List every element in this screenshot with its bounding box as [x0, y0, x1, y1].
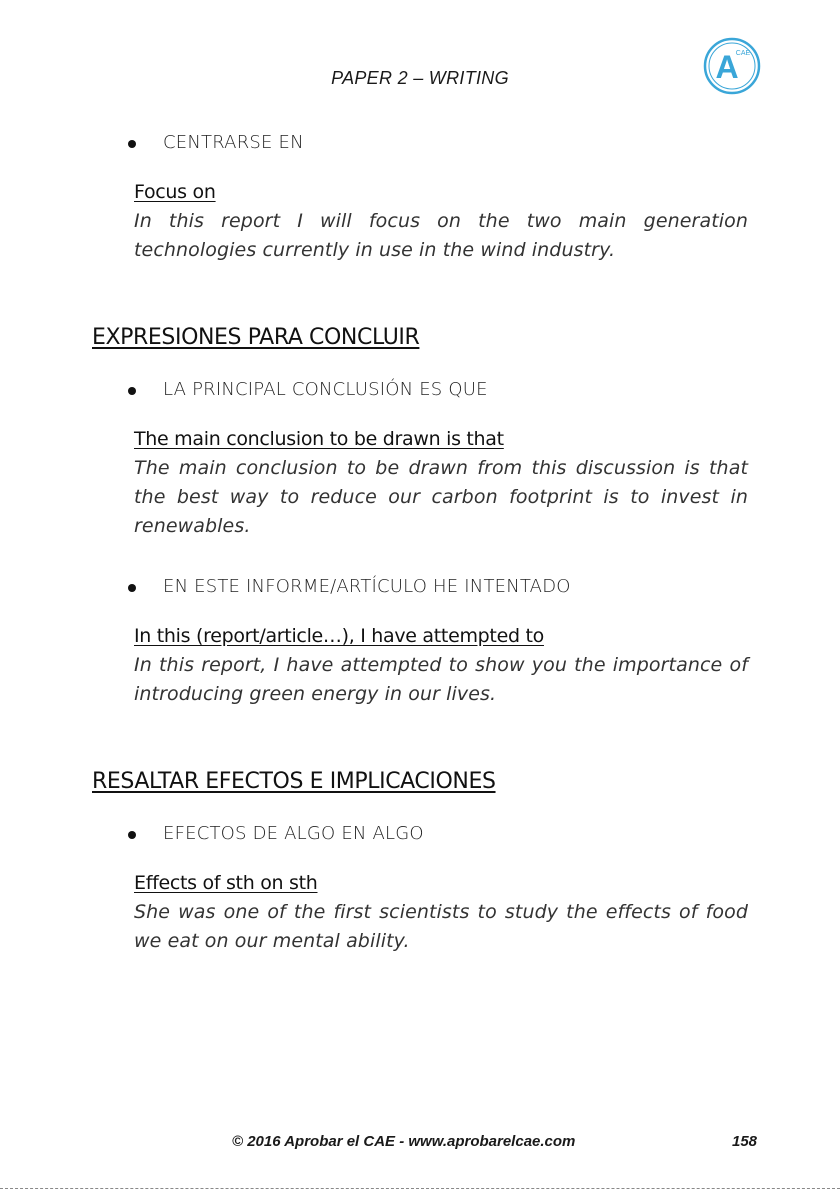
bullet-icon	[128, 140, 136, 148]
example-sentence: The main conclusion to be drawn from this discussion is that the best way to reduce our carbon footprint is to invest in renewables.	[134, 457, 748, 537]
bullet-icon	[128, 387, 136, 395]
example-sentence: She was one of the first scientists to study the effects of food we eat on our mental ability.	[134, 901, 748, 952]
page-header-title: PAPER 2 – WRITING	[331, 68, 509, 88]
key-phrase: The main conclusion to be drawn is that	[134, 428, 504, 450]
key-phrase: In this (report/article…), I have attempted to	[134, 625, 544, 647]
logo-tag: CAE	[735, 50, 751, 57]
example-sentence: In this report I will focus on the two main generation technologies currently in use in the wind industry.	[134, 210, 748, 261]
bullet-label: LA PRINCIPAL CONCLUSIÓN ES QUE	[163, 379, 488, 400]
aprobar-cae-logo	[702, 36, 762, 96]
key-phrase: Effects of sth on sth	[134, 872, 318, 894]
example-sentence: In this report, I have attempted to show you the importance of introducing green energy in our lives.	[134, 654, 748, 705]
section-heading: EXPRESIONES PARA CONCLUIR	[92, 325, 420, 350]
key-phrase: Focus on	[134, 181, 216, 203]
page-number: 158	[732, 1133, 758, 1150]
bullet-label: CENTRARSE EN	[163, 132, 304, 153]
logo-letter: A	[715, 49, 739, 85]
bullet-icon	[128, 584, 136, 592]
footer-copyright: © 2016 Aprobar el CAE - www.aprobarelcae.com	[232, 1133, 576, 1150]
bullet-label: EFECTOS DE ALGO EN ALGO	[163, 823, 424, 844]
footer-divider	[0, 1188, 840, 1189]
section-heading: RESALTAR EFECTOS E IMPLICACIONES	[92, 769, 496, 794]
bullet-icon	[128, 831, 136, 839]
bullet-label: EN ESTE INFORME/ARTÍCULO HE INTENTADO	[163, 576, 571, 597]
